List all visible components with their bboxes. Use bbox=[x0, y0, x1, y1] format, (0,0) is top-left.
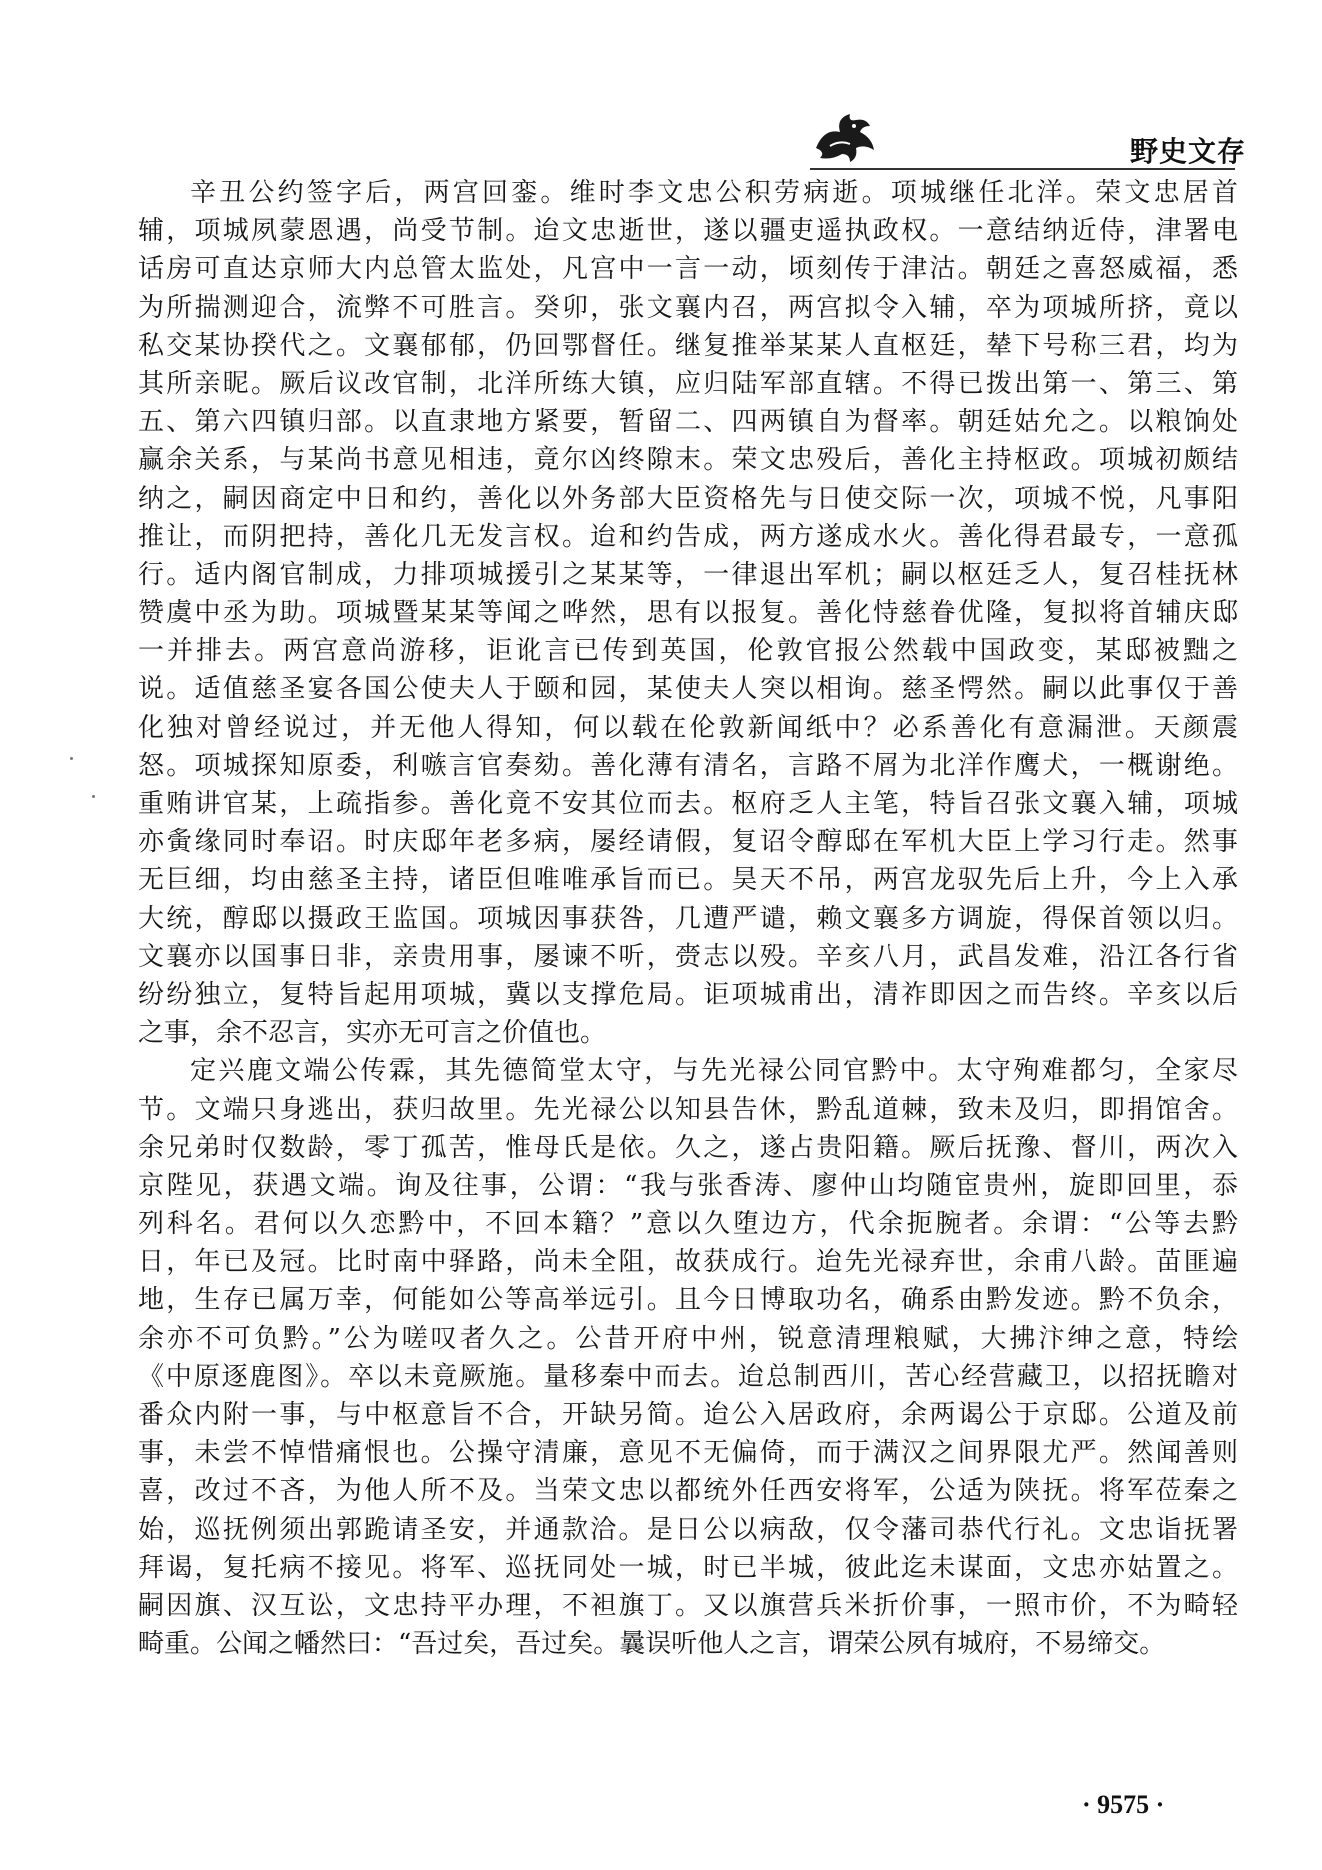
text-line: 行。适内阁官制成，力排项城援引之某某等，一律退出军机；嗣以枢廷乏人，复召桂抚林 bbox=[138, 559, 1238, 590]
text-line: 京陛见，获遇文端。询及往事，公谓：“我与张香涛、廖仲山均随宦贵州，旋即回里，忝 bbox=[138, 1170, 1238, 1201]
text-line: 怒。项城探知原委，利嗾言官奏劾。善化薄有清名，言路不屑为北洋作鹰犬，一概谢绝。 bbox=[138, 750, 1238, 781]
text-line: 拜谒，复托病不接见。将军、巡抚同处一城，时已半城，彼此迄未谋面，文忠亦姑置之。 bbox=[138, 1552, 1238, 1583]
text-line: 话房可直达京师大内总管太监处，凡宫中一言一动，顷刻传于津沽。朝廷之喜怒威福，悉 bbox=[138, 254, 1238, 285]
margin-speck bbox=[92, 795, 95, 798]
text-line: 一并排去。两宫意尚游移，讵讹言已传到英国，伦敦官报公然载中国政变，某邸被黜之 bbox=[138, 636, 1238, 667]
text-line: 纳之，嗣因商定中日和约，善化以外务部大臣资格先与日使交际一次，项城不悦，凡事阳 bbox=[138, 483, 1238, 514]
text-line: 番众内附一事，与中枢意旨不合，开缺另简。迨公入居政府，余两谒公于京邸。公道及前 bbox=[138, 1400, 1238, 1430]
book-series-title: 野史文存 bbox=[1130, 135, 1247, 168]
text-line: 余兄弟时仅数龄，零丁孤苦，惟母氏是依。久之，遂占贵阳籍。厥后抚豫、督川，两次入 bbox=[138, 1132, 1238, 1163]
text-line: 无巨细，均由慈圣主持，诸臣但唯唯承旨而已。昊天不吊，两宫龙驭先后上升，今上入承 bbox=[138, 865, 1238, 896]
text-line: 纷纷独立，复特旨起用项城，冀以支撑危局。讵项城甫出，清祚即因之而告终。辛亥以后 bbox=[138, 979, 1238, 1010]
dragon-emblem-icon bbox=[810, 108, 880, 166]
text-line: 其所亲昵。厥后议改官制，北洋所练大镇，应归陆军部直辖。不得已拨出第一、第三、第 bbox=[138, 368, 1238, 399]
text-line: 节。文端只身逃出，获归故里。先光禄公以知县告休，黔乱道棘，致未及归，即捐馆舍。 bbox=[138, 1094, 1238, 1125]
text-line: 五、第六四镇归部。以直隶地方紧要，暂留二、四两镇自为督率。朝廷姑允之。以粮饷处 bbox=[138, 407, 1238, 438]
text-line: 重贿讲官某，上疏指参。善化竟不安其位而去。枢府乏人主笔，特旨召张文襄入辅，项城 bbox=[138, 789, 1238, 819]
text-line: 喜，改过不吝，为他人所不及。当荣文忠以都统外任西安将军，公适为陕抚。将军莅秦之 bbox=[138, 1476, 1238, 1507]
text-line: 大统，醇邸以摄政王监国。项城因事获咎，几遭严谴，赖文襄多方调旋，得保首领以归。 bbox=[138, 903, 1238, 934]
page-number: · 9575 · bbox=[1082, 1790, 1165, 1819]
header-rule bbox=[810, 168, 1235, 170]
text-line: 《中原逐鹿图》。卒以未竟厥施。量移秦中而去。迨总制西川，苦心经营藏卫，以招抚瞻对 bbox=[138, 1361, 1238, 1392]
text-line: 亦夤缘同时奉诏。时庆邸年老多病，屡经请假，复诏令醇邸在军机大臣上学习行走。然事 bbox=[138, 827, 1238, 858]
text-line: 私交某协揆代之。文襄郁郁，仍回鄂督任。继复推举某某人直枢廷，辇下号称三君，均为 bbox=[138, 330, 1238, 361]
text-line: 赢余关系，与某尚书意见相违，竟尔凶终隙末。荣文忠殁后，善化主持枢政。项城初颇结 bbox=[138, 445, 1238, 476]
text-line: 之事，余不忍言，实亦无可言之价值也。 bbox=[138, 1018, 607, 1049]
text-line: 始，巡抚例须出郭跪请圣安，并通款洽。是日公以病敌，仅令藩司恭代行礼。文忠诣抚署 bbox=[138, 1514, 1238, 1545]
text-line: 嗣因旗、汉互讼，文忠持平办理，不袒旗丁。又以旗营兵米折价事，一照市价，不为畸轻 bbox=[138, 1590, 1238, 1621]
margin-speck bbox=[70, 757, 73, 760]
paragraph bbox=[138, 1052, 1238, 1663]
text-line: 推让，而阴把持，善化几无发言权。迨和约告成，两方遂成水火。善化得君最专，一意孤 bbox=[138, 521, 1238, 552]
text-line: 说。适值慈圣宴各国公使夫人于颐和园，某使夫人突以相询。慈圣愕然。嗣以此事仅于善 bbox=[138, 674, 1238, 705]
text-line: 列科名。君何以久恋黔中，不回本籍？”意以久堕边方，代余扼腕者。余谓：“公等去黔 bbox=[138, 1209, 1238, 1240]
text-line: 畸重。公闻之幡然曰：“吾过矣，吾过矣。曩误听他人之言，谓荣公夙有城府，不易缔交。 bbox=[138, 1629, 1166, 1660]
text-line: 化独对曾经说过，并无他人得知，何以载在伦敦新闻纸中？必系善化有意漏泄。天颜震 bbox=[138, 712, 1238, 743]
text-line: 事，未尝不悼惜痛恨也。公操守清廉，意见不无偏倚，而于满汉之间界限尤严。然闻善则 bbox=[138, 1438, 1238, 1469]
text-line: 辅，项城夙蒙恩遇，尚受节制。迨文忠逝世，遂以疆吏遥执政权。一意结纳近侍，津署电 bbox=[138, 216, 1238, 247]
text-line: 日，年已及冠。比时南中驿路，尚未全阻，故获成行。迨先光禄弃世，余甫八龄。苗匪遍 bbox=[138, 1247, 1238, 1278]
text-line: 为所揣测迎合，流弊不可胜言。癸卯，张文襄内召，两宫拟令入辅，卒为项城所挤，竟以 bbox=[138, 292, 1238, 323]
body-text bbox=[138, 174, 1238, 1663]
text-line: 文襄亦以国事日非，亲贵用事，屡谏不听，赍志以殁。辛亥八月，武昌发难，沿江各行省 bbox=[138, 941, 1238, 972]
paragraph bbox=[138, 174, 1238, 1052]
text-line: 定兴鹿文端公传霖，其先德简堂太守，与先光禄公同官黔中。太守殉难都匀，全家尽 bbox=[190, 1056, 1238, 1087]
text-line: 赞虞中丞为助。项城暨某某等闻之哗然，思有以报复。善化恃慈眷优隆，复拟将首辅庆邸 bbox=[138, 598, 1238, 629]
text-line: 辛丑公约签字后，两宫回銮。维时李文忠公积劳病逝。项城继任北洋。荣文忠居首 bbox=[190, 178, 1238, 208]
text-line: 地，生存已属万幸，何能如公等高举远引。且今日博取功名，确系由黔发迹。黔不负余， bbox=[138, 1285, 1238, 1316]
text-line: 余亦不可负黔。”公为嗟叹者久之。公昔开府中州，锐意清理粮赋，大拂汴绅之意，特绘 bbox=[138, 1323, 1238, 1354]
